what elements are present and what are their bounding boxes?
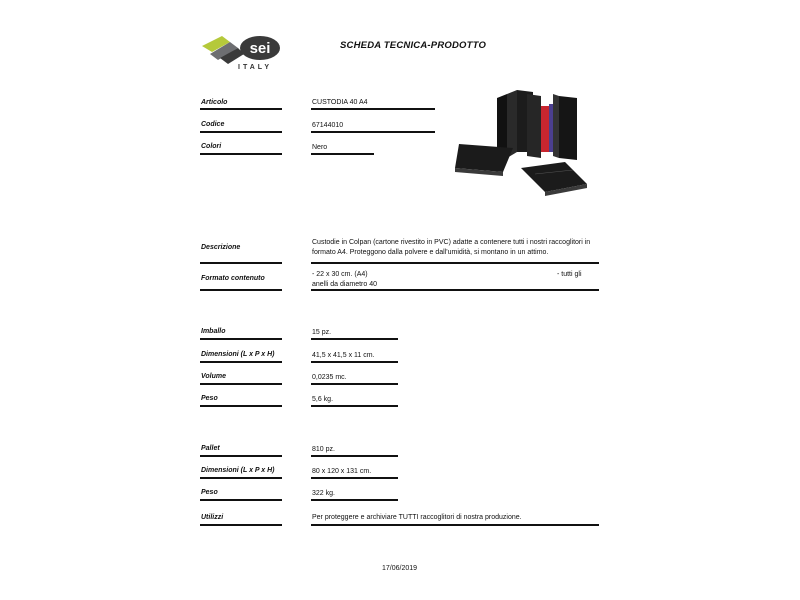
field-label-peso-pallet: Peso	[201, 489, 218, 496]
label-underline	[200, 477, 282, 479]
field-value-peso-pallet: 322 kg.	[312, 490, 335, 497]
field-value-colori: Nero	[312, 144, 328, 151]
document-title: SCHEDA TECNICA-PRODOTTO	[340, 40, 487, 51]
value-underline	[311, 405, 398, 407]
label-underline	[200, 405, 282, 407]
footer-date: 17/06/2019	[382, 565, 418, 572]
descrizione-line-2: formato A4. Proteggono dalla polvere e dall'umidità, si montano in un attimo.	[312, 248, 549, 256]
label-underline	[200, 153, 282, 155]
field-label-formato-contenuto: Formato contenuto	[201, 275, 265, 282]
field-label-descrizione: Descrizione	[201, 244, 241, 251]
value-underline	[311, 361, 398, 363]
field-value-dimensioni-imballo: 41,5 x 41,5 x 11 cm.	[312, 352, 375, 359]
field-label-codice: Codice	[201, 121, 225, 128]
label-underline	[200, 289, 282, 291]
field-label-imballo: Imballo	[201, 328, 226, 335]
value-underline	[311, 524, 599, 526]
label-underline	[200, 338, 282, 340]
logo-subtitle: ITALY	[238, 64, 273, 71]
value-underline	[311, 338, 398, 340]
field-value-volume: 0,0235 mc.	[312, 374, 347, 381]
value-underline	[311, 499, 398, 501]
field-label-volume: Volume	[201, 373, 227, 380]
value-underline	[311, 477, 398, 479]
label-underline	[200, 262, 282, 264]
value-underline	[311, 455, 398, 457]
field-value-peso-imballo: 5,6 kg.	[312, 396, 334, 403]
field-value-imballo: 15 pz.	[312, 329, 332, 336]
field-value-codice: 67144010	[312, 122, 344, 129]
field-label-articolo: Articolo	[201, 99, 228, 106]
formato-line-1-right: - tutti gli	[557, 271, 582, 278]
value-underline	[311, 262, 599, 264]
formato-line-1: - 22 x 30 cm. (A4)	[312, 271, 368, 278]
value-underline	[311, 383, 398, 385]
value-underline	[311, 108, 435, 110]
binder-slipcases-icon	[455, 88, 595, 200]
descrizione-line-1: Custodie in Colpan (cartone rivestito in PVC) adatte a contenere tutti i nostri raccoglitori in	[312, 239, 591, 246]
logo-brand-text: sei	[249, 40, 271, 57]
field-value-articolo: CUSTODIA 40 A4	[312, 99, 368, 106]
field-value-descrizione	[312, 238, 602, 257]
field-value-dimensioni-pallet: 80 x 120 x 131 cm.	[312, 468, 372, 475]
label-underline	[200, 361, 282, 363]
value-underline	[311, 153, 374, 155]
value-underline	[311, 289, 599, 291]
value-underline	[311, 131, 435, 133]
label-underline	[200, 499, 282, 501]
field-label-dimensioni-imballo: Dimensioni (L x P x H)	[201, 351, 275, 358]
label-underline	[200, 108, 282, 110]
field-label-dimensioni-pallet: Dimensioni (L x P x H)	[201, 467, 275, 474]
label-underline	[200, 383, 282, 385]
field-label-peso-imballo: Peso	[201, 395, 218, 402]
label-underline	[200, 455, 282, 457]
field-value-pallet: 810 pz.	[312, 446, 335, 453]
field-value-utilizzi: Per proteggere e archiviare TUTTI raccoglitori di nostra produzione.	[312, 514, 522, 521]
formato-line-2: anelli da diametro 40	[312, 281, 377, 288]
field-label-pallet: Pallet	[201, 445, 220, 452]
label-underline	[200, 524, 282, 526]
field-label-colori: Colori	[201, 143, 222, 150]
field-label-utilizzi: Utilizzi	[201, 514, 224, 521]
label-underline	[200, 131, 282, 133]
